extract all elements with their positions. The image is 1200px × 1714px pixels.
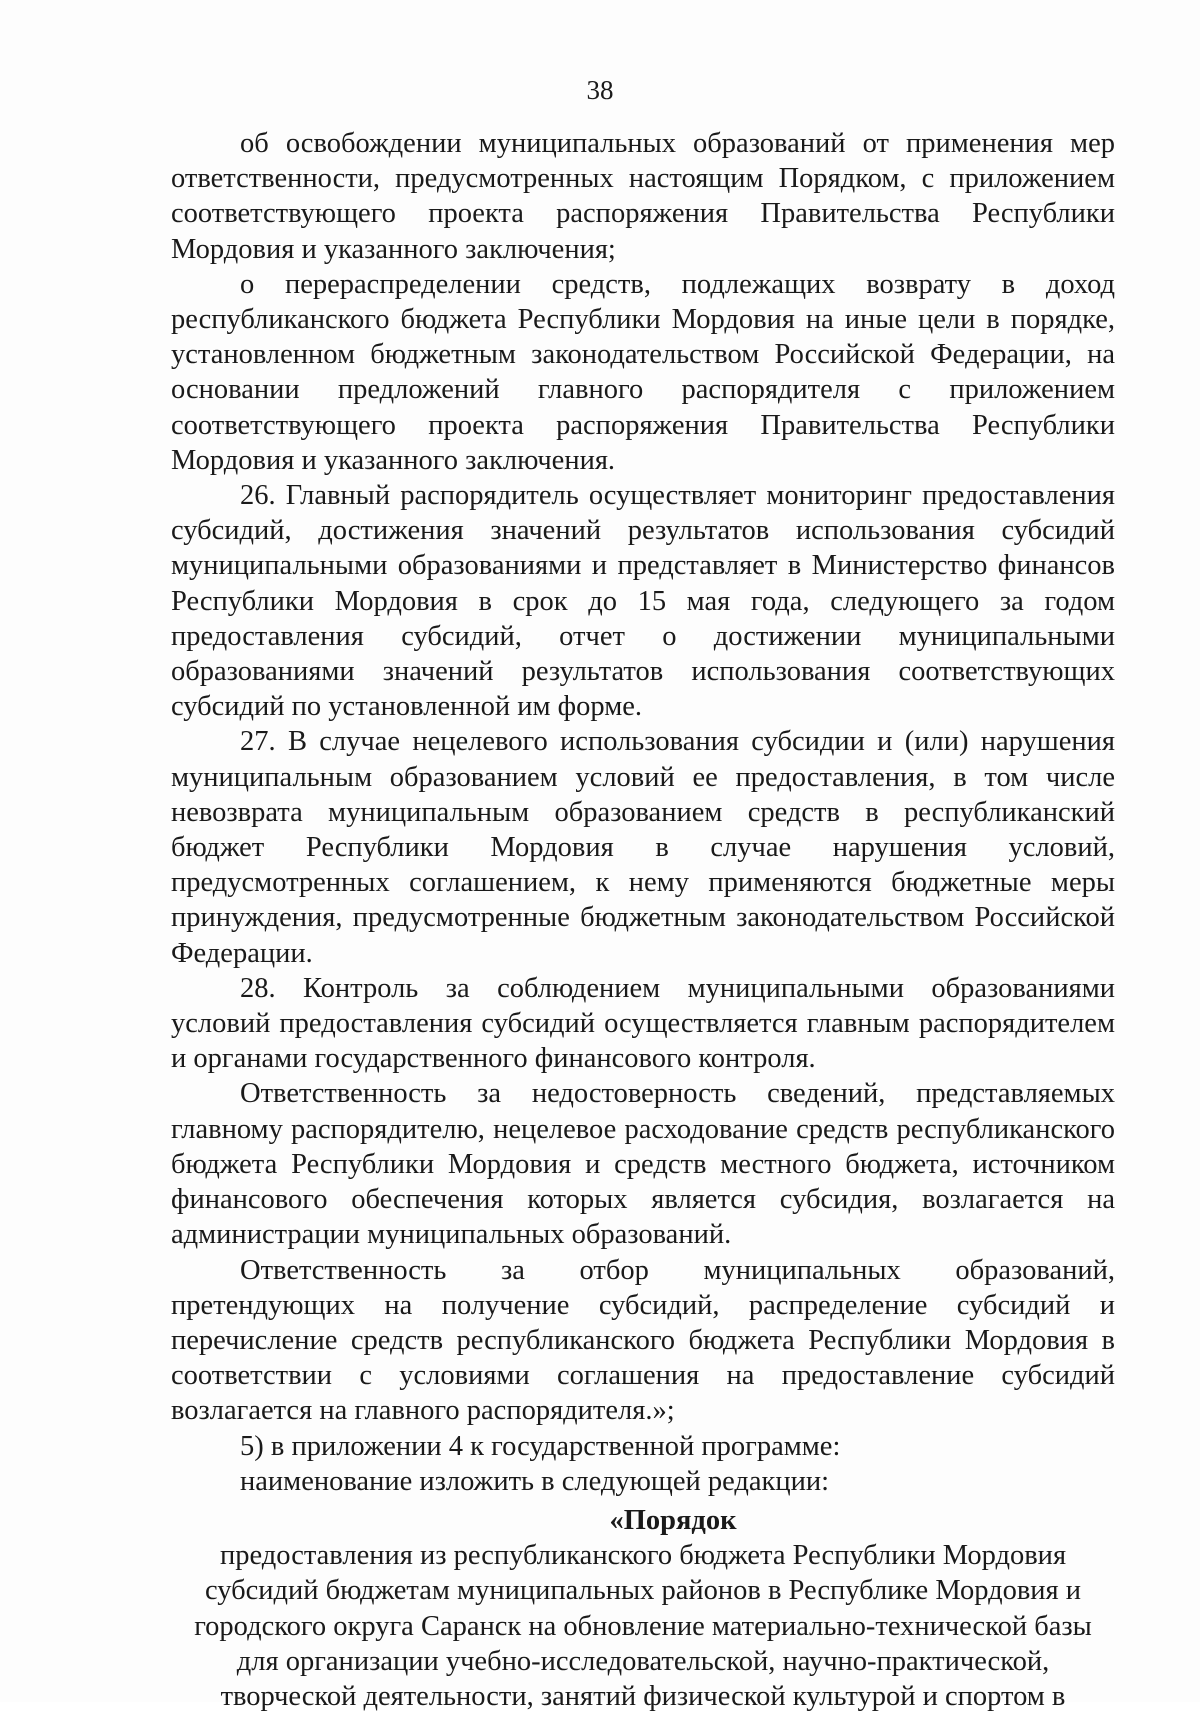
procedure-heading-line: субсидий бюджетам муниципальных районов в Республике Мордовия и <box>204 1575 1082 1607</box>
paragraph-27-misuse: 27. В случае нецелевого использования субсидии и (или) нарушения муниципальным образованием условий ее предоставления, в том числе невозврата муниципальным образованием средств в республиканский бюджет Республики Мордовия в случае нарушения условий, предусмотренных соглашением, к нему применяются бюджетные меры принуждения, предусмотренные бюджетным законодательством Российской Федерации. <box>171 726 1115 969</box>
paragraph-appendix-4: 5) в приложении 4 к государственной программе: <box>240 1430 841 1462</box>
paragraph-responsibility-selection: Ответственность за отбор муниципальных образований, претендующих на получение субсидий, распределение субсидий и перечисление средств республиканского бюджета Республики Мордовия в соответствии с условиями соглашения на предоставление субсидий возлагается на главного распорядителя.»; <box>171 1254 1115 1427</box>
paragraph-exemption: об освобождении муниципальных образований от применения мер ответственности, предусмотренных настоящим Порядком, с приложением соответствующего проекта распоряжения Правительства Республики Мордовия и указанного заключения; <box>171 128 1115 265</box>
procedure-heading-line: предоставления из республиканского бюджета Республики Мордовия <box>219 1540 1067 1572</box>
procedure-heading-line: творческой деятельности, занятий физической культурой и спортом в <box>220 1680 1066 1712</box>
paragraph-26-monitoring: 26. Главный распорядитель осуществляет мониторинг предоставления субсидий, достижения значений результатов использования субсидий муниципальными образованиями и представляет в Министерство финансов Республики Мордовия в срок до 15 мая года, следующего за годом предоставления субсидий, отчет о достижении муниципальными образованиями значений результатов использования соответствующих субсидий по установленной им форме. <box>171 480 1115 723</box>
paragraph-redistribution: о перераспределении средств, подлежащих возврату в доход республиканского бюджета Республики Мордовия на иные цели в порядке, установленном бюджетным законодательством Российской Федерации, на основании предложений главного распорядителя с приложением соответствующего проекта распоряжения Правительства Республики Мордовия и указанного заключения. <box>171 268 1115 476</box>
paragraph-title-wording: наименование изложить в следующей редакции: <box>240 1465 830 1497</box>
procedure-heading <box>171 1503 1115 1714</box>
document-body <box>171 126 1115 1714</box>
paragraph-28-control: 28. Контроль за соблюдением муниципальными образованиями условий предоставления субсидий осуществляется главным распорядителем и органами государственного финансового контроля. <box>171 972 1115 1075</box>
procedure-heading-title: «Порядок <box>609 1504 737 1536</box>
page-number: 38 <box>586 75 614 105</box>
paragraph-responsibility-reliability: Ответственность за недостоверность сведений, представляемых главному распорядителю, нецелевое расходование средств республиканского бюджета Республики Мордовия и средств местного бюджета, источником финансового обеспечения которых является субсидия, возлагается на администрации муниципальных образований. <box>171 1078 1115 1251</box>
procedure-heading-line: городского округа Саранск на обновление материально-технической базы <box>194 1610 1092 1642</box>
procedure-heading-line: для организации учебно-исследовательской, научно-практической, <box>236 1645 1050 1677</box>
